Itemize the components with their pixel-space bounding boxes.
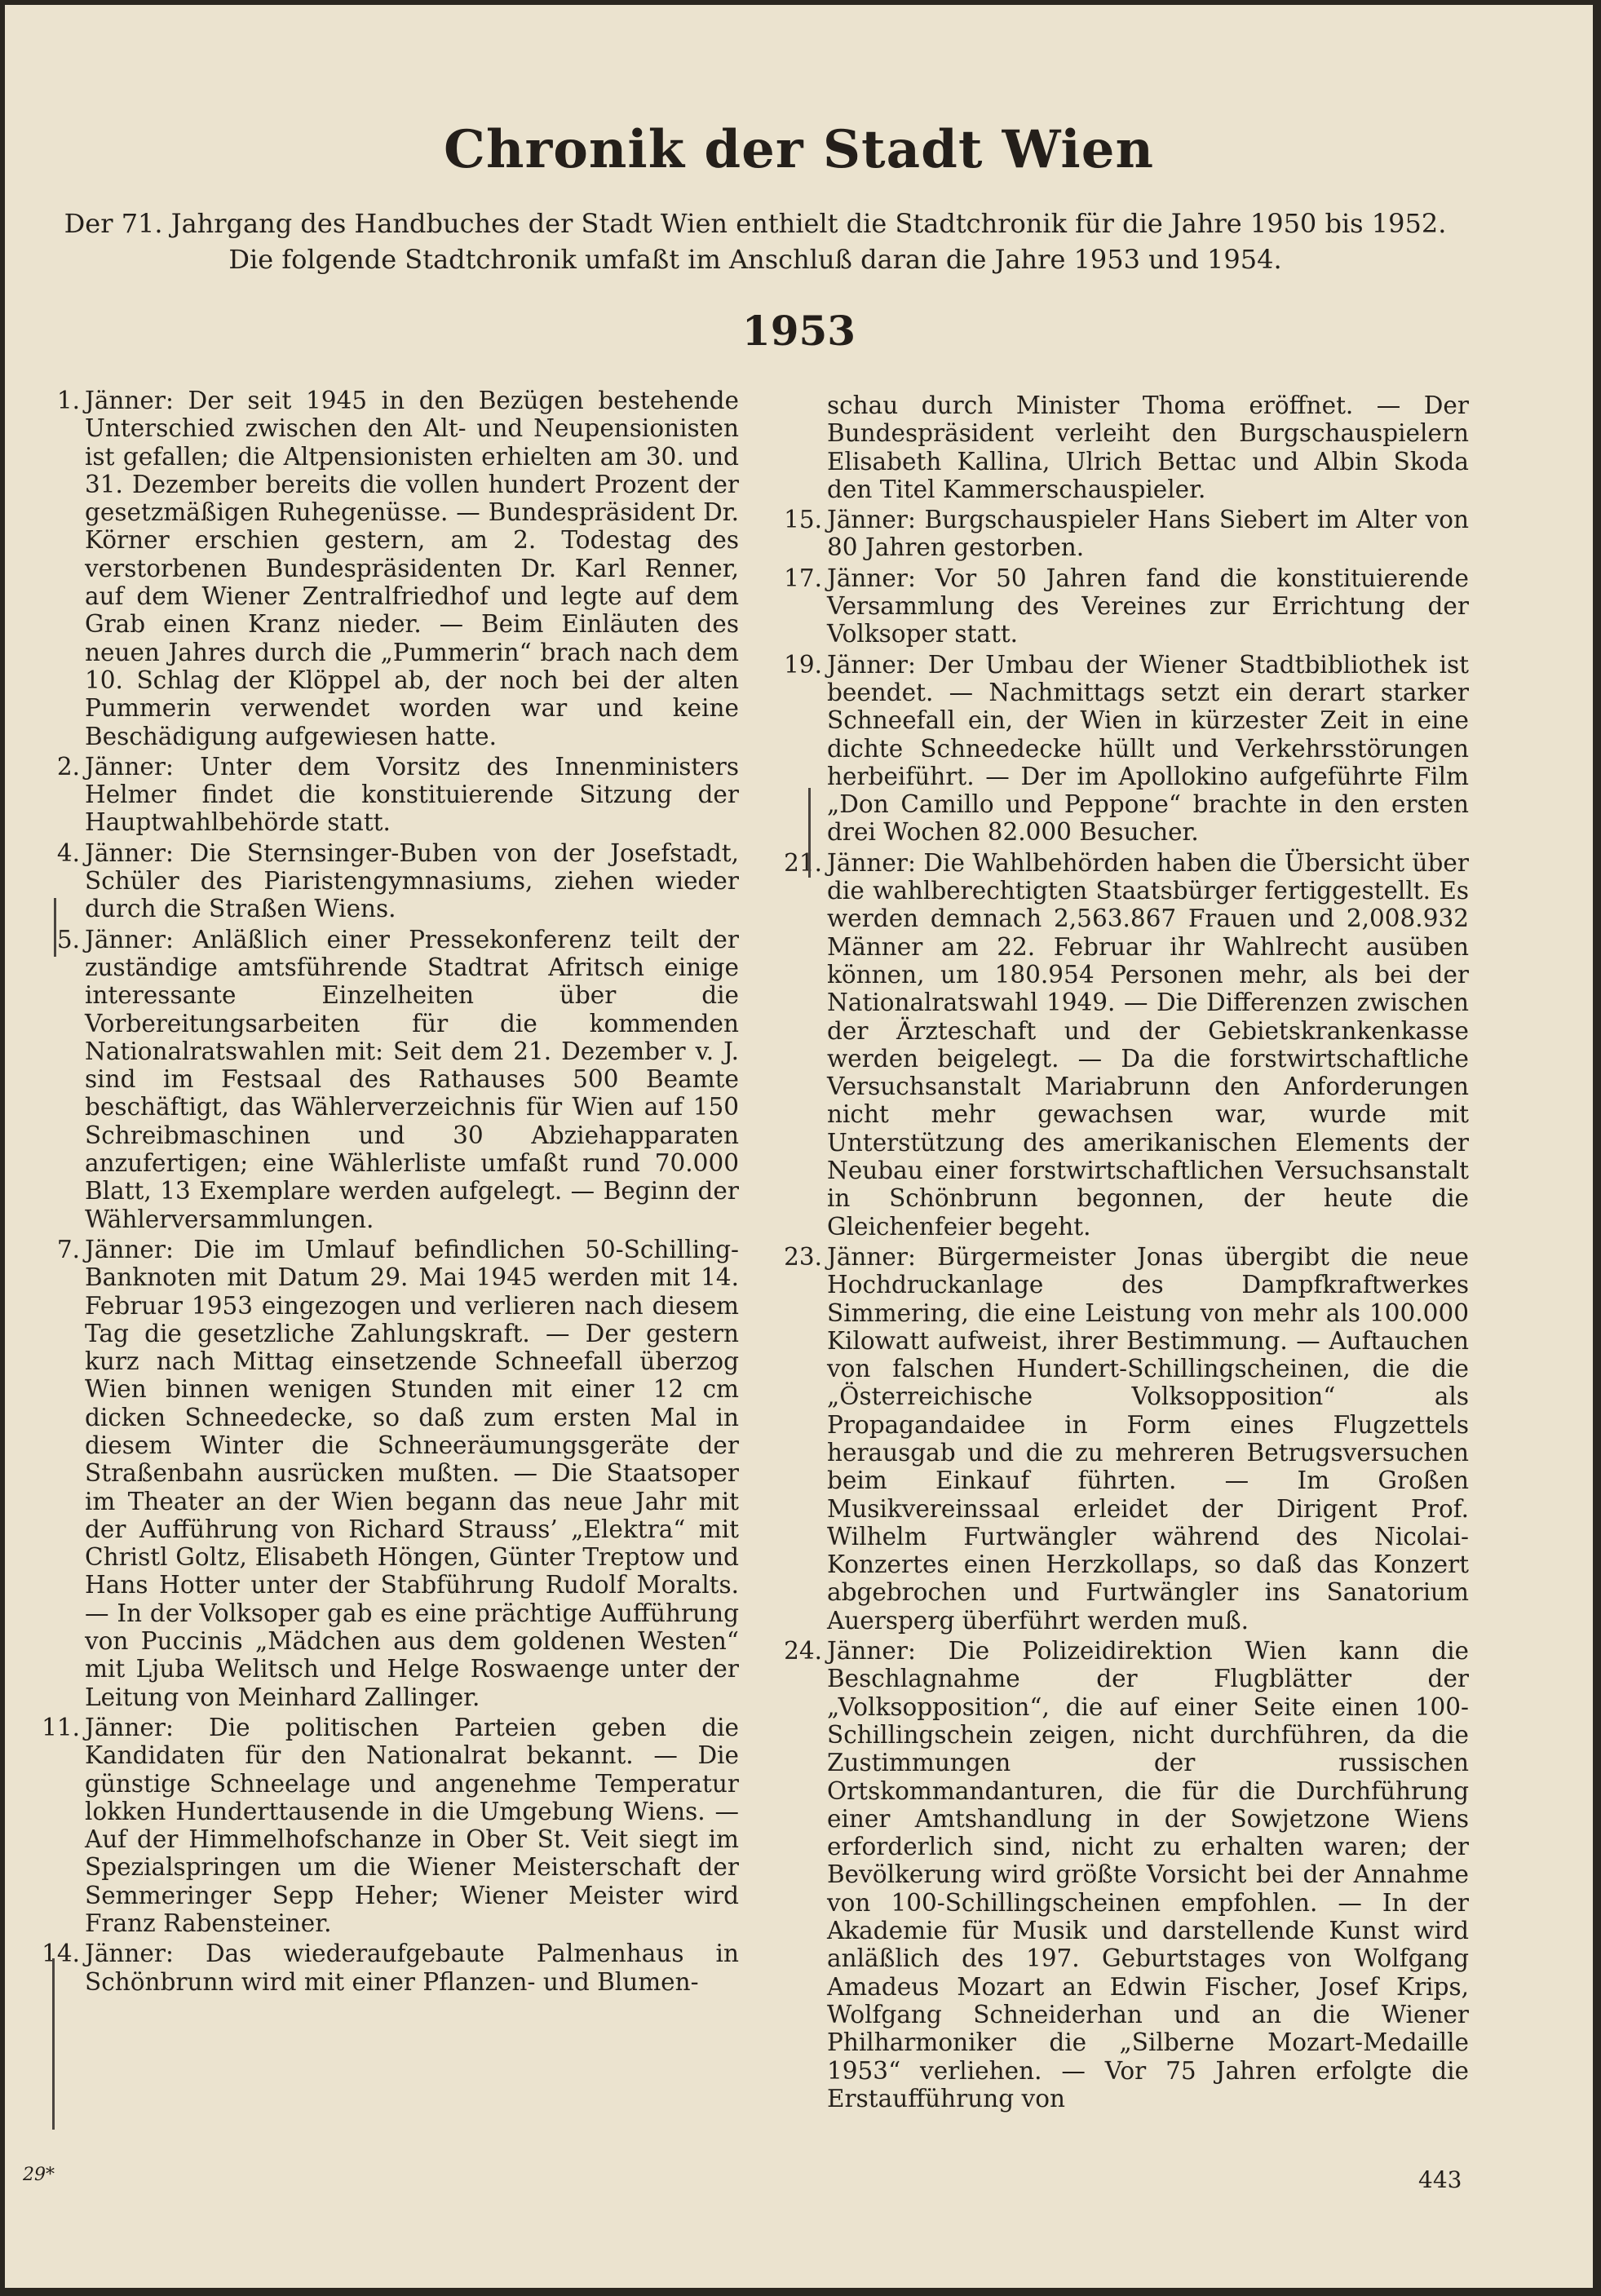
- right-column: [772, 392, 1469, 2115]
- chronicle-entry: [772, 1243, 1469, 1635]
- entry-day: 17.: [784, 564, 822, 592]
- chronicle-entry: [772, 564, 1469, 648]
- entry-text: Jänner: Die Wahlbehörden haben die Übersicht über die wahlberechtigten Staatsbürger fertiggestellt. Es werden demnach 2,563.867 Frauen und 2,008.932 Männer am 22. Februar ihr Wahlrecht ausüben können, um 180.954 Personen mehr, als bei der Nationalratswahl 1949. — Die Differenzen zwischen der Ärzteschaft und der Gebietskrankenkasse werden beigelegt. — Da die forstwirtschaftliche Versuchsanstalt Mariabrunn den Anforderungen nicht mehr gewachsen war, wurde mit Unterstützung des amerikanischen Elements der Neubau einer forstwirtschaftlichen Versuchsanstalt in Schönbrunn begonnen, der heute die Gleichenfeier begeht.: [827, 848, 1469, 1241]
- chronicle-entry: [29, 1236, 739, 1711]
- entry-text: Jänner: Das wiederaufgebaute Palmenhaus in Schönbrunn wird mit einer Pflanzen- und Blumen-: [85, 1940, 739, 1996]
- entry-text: Jänner: Die im Umlauf befindlichen 50-Schilling-Banknoten mit Datum 29. Mai 1945 werden mit 14. Februar 1953 eingezogen und verlieren nach diesem Tag die gesetzliche Zahlungskraft. — Der gestern kurz nach Mittag einsetzende Schneefall überzog Wien binnen wenigen Stunden mit einer 12 cm dicken Schneedecke, so daß zum ersten Mal in diesem Winter die Schneeräumungsgeräte der Straßenbahn ausrücken mußten. — Die Staatsoper im Theater an der Wien begann das neue Jahr mit der Aufführung von Richard Strauss’ „Elektra“ mit Christl Goltz, Elisabeth Höngen, Günter Treptow und Hans Hotter unter der Stabführung Rudolf Moralts. — In der Volksoper gab es eine prächtige Aufführung von Puccinis „Mädchen aus dem goldenen Westen“ mit Ljuba Welitsch und Helge Roswaenge unter der Leitung von Meinhard Zallinger.: [85, 1235, 739, 1711]
- pencil-margin-mark: [808, 788, 811, 878]
- chronicle-entry: [772, 506, 1469, 562]
- chronicle-entry: [29, 387, 739, 750]
- entry-text: Jänner: Bürgermeister Jonas übergibt die neue Hochdruckanlage des Dampfkraftwerkes Simmering, die eine Leistung von mehr als 100.000 Kilowatt aufweist, ihrer Bestimmung. — Auftauchen von falschen Hundert-Schillingscheinen, die die „Österreichische Volksopposition“ als Propagandaidee in Form eines Flugzettels herausgab und die zu mehreren Betrugsversuchen beim Einkauf führten. — Im Großen Musikvereinssaal erleidet der Dirigent Prof. Wilhelm Furtwängler während des Nicolai-Konzertes einen Herzkollaps, so daß das Konzert abgebrochen und Furtwängler ins Sanatorium Auersperg überführt werden muß.: [827, 1242, 1469, 1635]
- entry-text: Jänner: Vor 50 Jahren fand die konstituierende Versammlung des Vereines zur Errichtung der Volksoper statt.: [827, 564, 1469, 648]
- pencil-margin-mark: [54, 898, 56, 957]
- entry-day: 15.: [784, 506, 822, 534]
- signature-mark: 29*: [23, 2165, 55, 2185]
- chronicle-entry: [29, 1940, 739, 1996]
- entry-day: 5.: [56, 925, 80, 953]
- entry-text: Jänner: Burgschauspieler Hans Siebert im Alter von 80 Jahren gestorben.: [827, 506, 1469, 562]
- entry-day: 19.: [784, 650, 822, 679]
- entry-day: 23.: [784, 1242, 822, 1271]
- page-number: 443: [1418, 2166, 1462, 2193]
- continued-entry-text: schau durch Minister Thoma eröffnet. — Der Bundespräsident verleiht den Burgschauspielern Elisabeth Kallina, Ulrich Bettac und Albin Skoda den Titel Kammerschauspieler.: [827, 392, 1469, 503]
- left-column: [29, 387, 739, 1998]
- entry-text: Jänner: Der Umbau der Wiener Stadtbibliothek ist beendet. — Nachmittags setzt ein derart starker Schneefall ein, der Wien in kürzester Zeit in eine dichte Schneedecke hüllt und Verkehrsstörungen herbeiführt. — Der im Apollokino aufgeführte Film „Don Camillo und Peppone“ brachte in den ersten drei Wochen 82.000 Besucher.: [827, 650, 1469, 847]
- entry-text: Jänner: Die Sternsinger-Buben von der Josefstadt, Schüler des Piaristengymnasiums, ziehen wieder durch die Straßen Wiens.: [85, 838, 739, 923]
- entry-day: 7.: [56, 1235, 80, 1263]
- year-heading: 1953: [741, 307, 856, 355]
- chronicle-entry: [29, 926, 739, 1233]
- chronicle-entry: [29, 753, 739, 837]
- entry-text: Jänner: Anläßlich einer Pressekonferenz teilt der zuständige amtsführende Stadtrat Afritsch einige interessante Einzelheiten über die Vorbereitungsarbeiten für die kommenden Nationalratswahlen mit: Seit dem 21. Dezember v. J. sind im Festsaal des Rathauses 500 Beamte beschäftigt, das Wählerverzeichnis für Wien auf 150 Schreibmaschinen und 30 Abziehapparaten anzufertigen; eine Wählerliste umfaßt rund 70.000 Blatt, 13 Exemplare werden aufgelegt. — Beginn der Wählerversammlungen.: [85, 925, 739, 1233]
- entry-day: 24.: [784, 1637, 822, 1666]
- entry-text: Jänner: Die politischen Parteien geben die Kandidaten für den Nationalrat bekannt. — Die günstige Schneelage und angenehme Temperatur lokken Hunderttausende in die Umgebung Wiens. — Auf der Himmelhofschanze in Ober St. Veit siegt im Spezialspringen um die Wiener Meisterschaft der Semmeringer Sepp Heher; Wiener Meister wird Franz Rabensteiner.: [85, 1713, 739, 1938]
- chronicle-entry: [772, 849, 1469, 1241]
- entry-text: Jänner: Die Polizeidirektion Wien kann die Beschlagnahme der Flugblätter der „Volksopposition“, die auf einer Seite einen 100-Schillingschein zeigen, nicht durchführen, da die Zustimmungen der russischen Ortskommandanturen, die für die Durchführung einer Amtshandlung in der Sowjetzone Wiens erforderlich sind, nicht zu erhalten waren; der Bevölkerung wird größte Vorsicht bei der Annahme von 100-Schillingscheinen empfohlen. — In der Akademie für Musik und darstellende Kunst wird anläßlich des 197. Geburtstages von Wolfgang Amadeus Mozart an Edwin Fischer, Josef Krips, Wolfgang Schneiderhan und an die Wiener Philharmoniker die „Silberne Mozart-Medaille 1953“ verliehen. — Vor 75 Jahren erfolgte die Erstaufführung von: [827, 1637, 1469, 2112]
- entry-day: 2.: [56, 752, 80, 781]
- intro-paragraph: Der 71. Jahrgang des Handbuches der Stadt Wien enthielt die Stadtchronik für die Jahre 1950 bis 1952. Die folgende Stadtchronik umfaßt im Anschluß daran die Jahre 1953 und 1954.: [64, 208, 1447, 275]
- entry-day: 21.: [784, 848, 822, 877]
- page-title: Chronik der Stadt Wien: [444, 119, 1154, 180]
- chronicle-entry: [772, 651, 1469, 847]
- chronicle-entry: [772, 1637, 1469, 2112]
- entry-text: Jänner: Unter dem Vorsitz des Innenministers Helmer findet die konstituierende Sitzung der Hauptwahlbehörde statt.: [85, 752, 739, 837]
- chronicle-entry: [29, 1714, 739, 1937]
- pencil-margin-mark: [52, 1958, 55, 2130]
- entry-day: 1.: [56, 387, 80, 414]
- entry-text: Jänner: Der seit 1945 in den Bezügen bestehende Unterschied zwischen den Alt- und Neupensionisten ist gefallen; die Altpensionisten erhielten am 30. und 31. Dezember bereits die vollen hundert Prozent der gesetzmäßigen Ruhegenüsse. — Bundespräsident Dr. Körner erschien gestern, am 2. Todestag des verstorbenen Bundespräsidenten Dr. Karl Renner, auf dem Wiener Zentralfriedhof und legte auf dem Grab einen Kranz nieder. — Beim Einläuten des neuen Jahres durch die „Pummerin“ brach nach dem 10. Schlag der Klöppel ab, der noch bei der alten Pummerin verwendet worden war und keine Beschädigung aufgewiesen hatte.: [85, 387, 739, 750]
- entry-day: 4.: [56, 838, 80, 867]
- entry-day: 11.: [42, 1713, 80, 1741]
- entry-day: 14.: [42, 1940, 80, 1968]
- document-page: [5, 5, 1593, 2288]
- chronicle-entry: [29, 839, 739, 923]
